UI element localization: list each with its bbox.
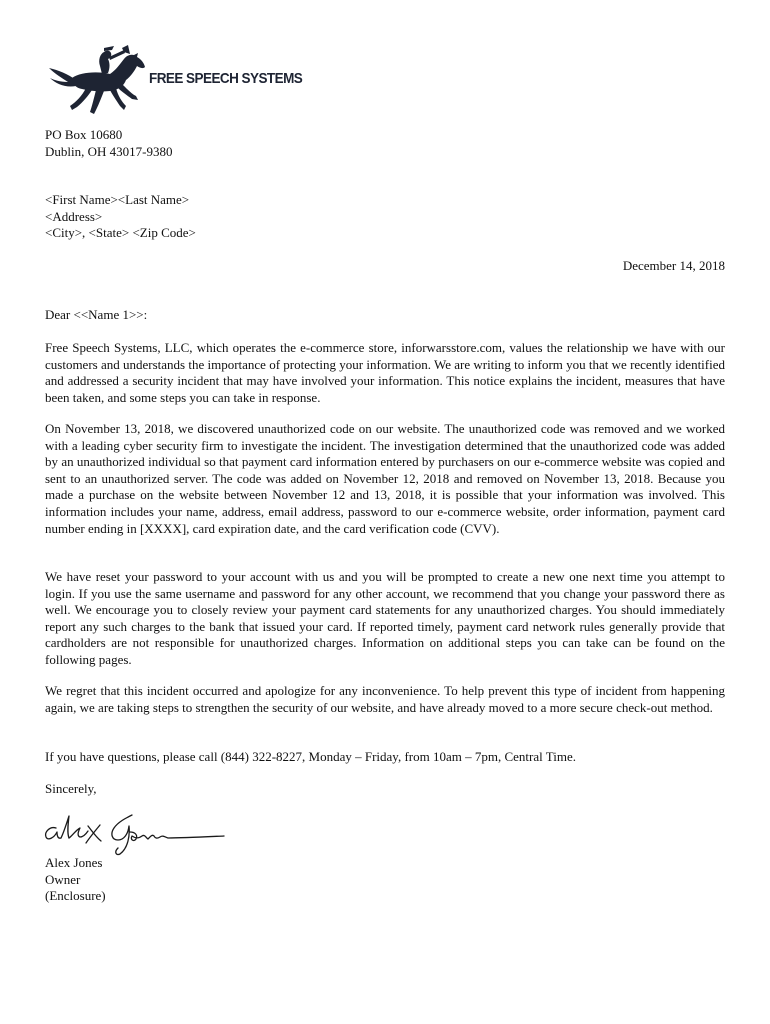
recipient-address-line: <Address> — [45, 208, 103, 224]
closing: Sincerely, — [45, 781, 97, 796]
signer-title: Owner — [45, 871, 81, 887]
sender-address — [45, 127, 725, 160]
company-logo — [46, 44, 303, 124]
recipient-name: <First Name><Last Name> — [45, 192, 190, 207]
paragraph-steps: We have reset your password to your account with us and you will be prompted to create a new one next time you attempt to login. If you use the same username and password for any other account, we recommend that you change your password there as well. We encourage you to closely review your payment card statements for any unauthorized charges. You should immediately report any such charges to the bank that issued your card. If reported timely, payment card network rules generally provide that cardholders are not responsible for unauthorized charges. Information on additional steps you can take can be found on the following pages. — [45, 569, 725, 667]
paragraph-intro: Free Speech Systems, LLC, which operates the e-commerce store, inforwarsstore.com, values the relationship we have with our customers and understands the importance of protecting your information. We are writing to inform you that we recently identified and addressed a security incident that may have involved your information. This notice explains the incident, measures that have been taken, and some steps you can take in response. — [45, 340, 725, 405]
signer-block — [45, 855, 725, 905]
handwritten-signature — [42, 806, 232, 856]
paragraph-apology: We regret that this incident occurred and apologize for any inconvenience. To help prevent this type of incident from happening again, we are taking steps to strengthen the security of our website, and have already moved to a more secure check-out method. — [45, 683, 725, 715]
enclosure-note: (Enclosure) — [45, 888, 106, 904]
recipient-city-line: <City>, <State> <Zip Code> — [45, 225, 196, 241]
paragraph-contact: If you have questions, please call (844) 322-8227, Monday – Friday, from 10am – 7pm, Central Time. — [45, 749, 576, 764]
signer-name: Alex Jones — [45, 855, 103, 870]
recipient-address — [45, 192, 725, 242]
salutation: Dear <<Name 1>>: — [45, 307, 148, 322]
paragraph-incident: On November 13, 2018, we discovered unauthorized code on our website. The unauthorized code was removed and we worked with a leading cyber security firm to investigate the incident. The investigation determined that the unauthorized code was added by an unauthorized individual so that payment card information entered by purchasers on our e-commerce website was copied and sent to an unauthorized server. The code was added on November 12, 2018 and removed on November 13, 2018. Because you made a purchase on the website between November 12 and 13, 2018, it is possible that your information was involved. This information includes your name, address, email address, password to our e-commerce website, order information, payment card number ending in [XXXX], card expiration date, and the card verification code (CVV). — [45, 421, 725, 536]
address-line-2: Dublin, OH 43017-9380 — [45, 143, 173, 159]
address-line-1: PO Box 10680 — [45, 127, 123, 142]
letter-date: December 14, 2018 — [622, 258, 725, 273]
company-wordmark: FREE SPEECH SYSTEMS — [149, 70, 303, 87]
